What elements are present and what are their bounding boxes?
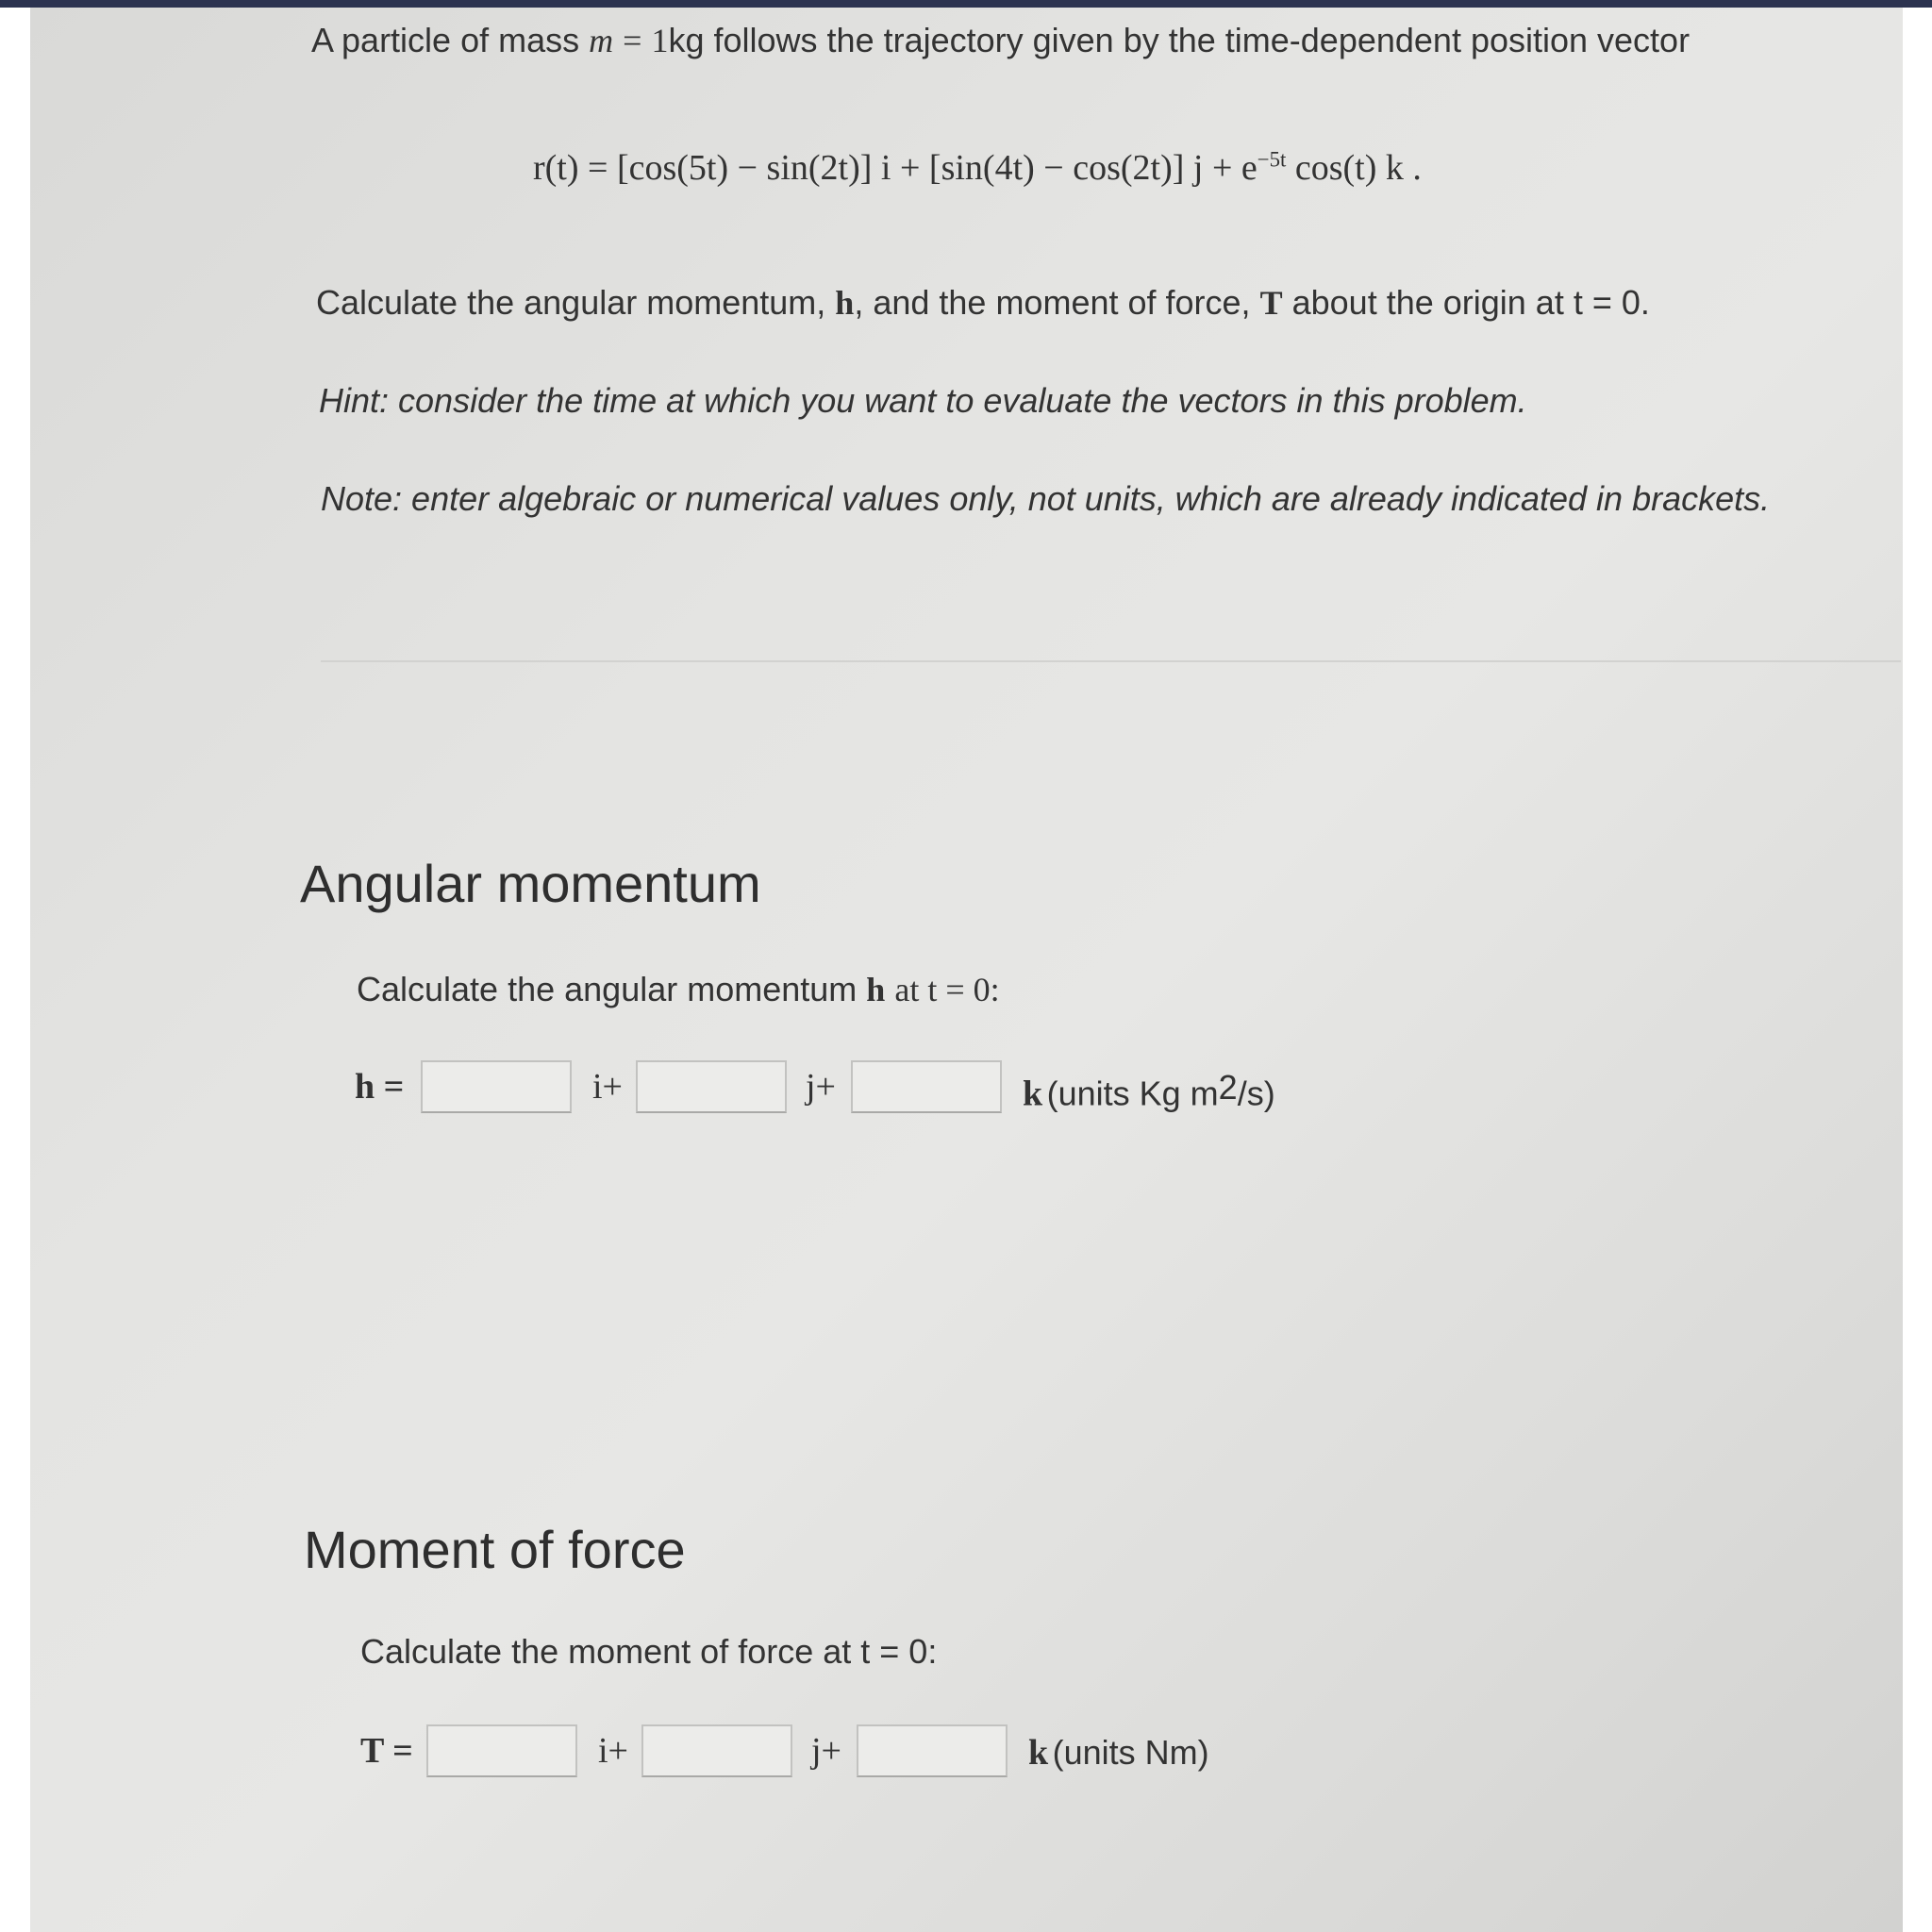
mass-value: 1 bbox=[651, 22, 669, 59]
section-divider bbox=[321, 660, 1901, 662]
h-k-component-input[interactable] bbox=[851, 1060, 1002, 1113]
am-prompt-prefix: Calculate the angular momentum bbox=[357, 970, 858, 1008]
T-i-label: i+ bbox=[598, 1731, 628, 1771]
angular-momentum-heading: Angular momentum bbox=[300, 854, 761, 913]
intro-suffix: kg follows the trajectory given by the time-dependent position vector bbox=[668, 21, 1690, 59]
T-i-component-input[interactable] bbox=[426, 1724, 577, 1777]
formula-tail: cos(t) k . bbox=[1286, 148, 1422, 188]
h-units-sup: 2 bbox=[1218, 1068, 1238, 1107]
moment-of-force-prompt: Calculate the moment of force at t = 0: bbox=[360, 1632, 938, 1671]
calculate-instruction bbox=[316, 283, 1650, 323]
angular-momentum-prompt bbox=[357, 970, 1000, 1009]
note-text: Note: enter algebraic or numerical values only, not units, which are already indicated in brackets. bbox=[321, 479, 1771, 518]
calc-mid: , and the moment of force, bbox=[854, 283, 1251, 322]
h-k-units bbox=[1023, 1068, 1275, 1114]
window-top-bar bbox=[0, 0, 1932, 8]
T-k-units bbox=[1028, 1732, 1209, 1774]
T-k-component-input[interactable] bbox=[857, 1724, 1008, 1777]
position-vector-formula bbox=[533, 147, 1422, 189]
h-units-suffix: /s) bbox=[1237, 1074, 1275, 1113]
moment-of-force-heading: Moment of force bbox=[304, 1520, 686, 1579]
calc-prefix: Calculate the angular momentum, bbox=[316, 283, 826, 322]
calc-suffix: about the origin at t = 0. bbox=[1291, 283, 1650, 322]
T-j-label: j+ bbox=[811, 1731, 841, 1771]
h-j-label: j+ bbox=[806, 1067, 836, 1107]
mass-symbol: m bbox=[589, 22, 614, 59]
T-units: (units Nm) bbox=[1052, 1733, 1209, 1772]
calc-T-symbol: T bbox=[1259, 284, 1283, 322]
hint-text: Hint: consider the time at which you want to evaluate the vectors in this problem. bbox=[319, 381, 1527, 420]
T-k-label: k bbox=[1028, 1733, 1049, 1773]
calc-h-symbol: h bbox=[835, 284, 855, 322]
mass-equals: = bbox=[623, 22, 642, 59]
h-label: h = bbox=[355, 1067, 405, 1107]
formula-exponent: −5t bbox=[1257, 147, 1287, 172]
h-k-label: k bbox=[1023, 1074, 1043, 1114]
am-prompt-suffix: at t = 0: bbox=[894, 971, 1000, 1008]
problem-intro bbox=[311, 21, 1690, 60]
intro-prefix: A particle of mass bbox=[311, 21, 580, 59]
h-units-prefix: (units Kg m bbox=[1046, 1074, 1219, 1113]
h-i-component-input[interactable] bbox=[421, 1060, 572, 1113]
h-i-label: i+ bbox=[592, 1067, 623, 1107]
T-j-component-input[interactable] bbox=[641, 1724, 792, 1777]
T-label: T = bbox=[360, 1731, 413, 1771]
am-prompt-symbol: h bbox=[866, 971, 886, 1008]
formula-main: r(t) = [cos(5t) − sin(2t)] i + [sin(4t) − cos(2t)] j + e bbox=[533, 148, 1257, 188]
h-j-component-input[interactable] bbox=[636, 1060, 787, 1113]
